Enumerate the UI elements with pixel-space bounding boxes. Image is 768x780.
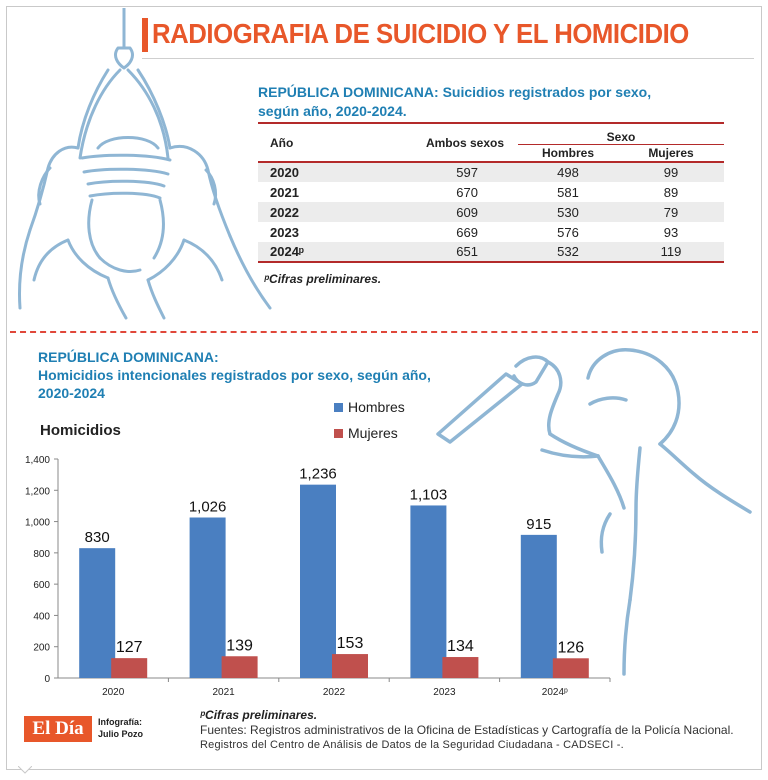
x-tick-label: 2020 [102, 687, 125, 698]
data-label-mujeres: 134 [447, 638, 474, 656]
cell-women: 119 [618, 242, 724, 262]
footer-preliminary-note: ᵖCifras preliminares. [200, 708, 318, 722]
legend-item-hombres [334, 398, 405, 424]
cell-year: 2021 [270, 184, 299, 200]
data-label-hombres: 830 [84, 529, 110, 547]
x-tick-label: 2023 [433, 687, 456, 698]
legend-swatch-hombres [334, 403, 343, 412]
cell-men: 576 [557, 224, 579, 240]
table-note: ᵖCifras preliminares. [264, 272, 382, 286]
x-tick-label: 2024ᵖ [541, 687, 568, 698]
homicide-heading-line3: 2020-2024 [38, 385, 105, 401]
col-header-women: Mujeres [618, 144, 724, 162]
logo-text: El Día [32, 718, 84, 739]
legend-label-hombres: Hombres [348, 399, 405, 415]
footer-source-line1: Fuentes: Registros administrativos de la Oficina de Estadísticas y Cartografía de la Policía Nacional. [200, 723, 734, 737]
table-row [258, 202, 724, 222]
y-tick-label: 800 [33, 548, 50, 560]
y-tick-label: 400 [33, 611, 50, 623]
col-header-year: Año [258, 124, 388, 162]
chart-legend [334, 398, 405, 450]
credit-line2: Julio Pozo [98, 729, 143, 739]
col-header-men: Hombres [518, 144, 618, 162]
suicide-table [258, 122, 724, 263]
table-row [258, 222, 724, 242]
cell-both: 609 [388, 202, 518, 222]
data-label-mujeres: 126 [557, 639, 585, 657]
cell-year: 2020 [258, 162, 388, 182]
data-label-hombres: 1,026 [188, 498, 227, 516]
suicide-table-heading-line1: REPÚBLICA DOMINICANA: Suicidios registrados por sexo, [258, 84, 652, 100]
infographic-credit [98, 716, 143, 740]
table-row [258, 182, 724, 202]
title-underline [142, 58, 754, 59]
table-row [258, 242, 724, 262]
cell-year: 2022 [258, 202, 388, 222]
title-accent [142, 18, 148, 52]
data-label-mujeres: 127 [115, 639, 143, 657]
y-tick-label: 1,400 [24, 455, 50, 466]
cell-women: 79 [618, 202, 724, 222]
page-title: RADIOGRAFIA DE SUICIDIO Y EL HOMICIDIO [152, 18, 689, 49]
cell-both: 669 [456, 224, 478, 240]
cell-year: 2024ᵖ [258, 242, 388, 262]
cell-both: 670 [456, 184, 478, 200]
data-label-mujeres: 153 [336, 635, 364, 653]
legend-label-mujeres: Mujeres [348, 425, 398, 441]
homicide-heading-line1: REPÚBLICA DOMINICANA: [38, 349, 219, 365]
data-label-hombres: 1,103 [409, 486, 448, 504]
suicide-table-heading-line2: según año, 2020-2024. [258, 103, 407, 119]
section-divider [10, 331, 758, 333]
cell-men: 581 [557, 184, 579, 200]
el-dia-logo [24, 716, 92, 742]
suicide-table-heading [258, 83, 698, 121]
y-tick-label: 1,200 [24, 486, 50, 498]
x-tick-label: 2021 [212, 687, 235, 698]
homicide-heading-line2: Homicidios intencionales registrados por sexo, según año, [38, 367, 431, 383]
legend-swatch-mujeres [334, 429, 343, 438]
y-tick-label: 1,000 [24, 517, 50, 529]
cell-men: 530 [518, 202, 618, 222]
cell-men: 532 [518, 242, 618, 262]
col-header-both: Ambos sexos [388, 124, 518, 162]
knife-figure-illustration [430, 338, 766, 678]
table-row [258, 162, 724, 182]
cell-women: 99 [618, 162, 724, 182]
cell-women: 89 [663, 184, 679, 200]
data-label-hombres: 915 [526, 515, 552, 533]
cell-year: 2023 [270, 224, 299, 240]
title-bar [142, 16, 758, 56]
cell-men: 498 [518, 162, 618, 182]
footer-notes [200, 708, 734, 753]
cell-women: 93 [663, 224, 679, 240]
credit-line1: Infografía: [98, 717, 142, 727]
footer-source-line2: Registros del Centro de Análisis de Datos de la Seguridad Ciudadana - CADSECI -. [200, 739, 624, 751]
legend-item-mujeres [334, 424, 405, 450]
y-tick-label: 600 [33, 580, 50, 592]
cell-both: 651 [388, 242, 518, 262]
x-tick-label: 2022 [322, 687, 346, 698]
data-label-hombres: 1,236 [299, 465, 337, 483]
cell-both: 597 [388, 162, 518, 182]
y-axis-title: Homicidios [40, 422, 121, 439]
y-tick-label: 200 [33, 642, 50, 654]
bottom-notch-icon [18, 766, 32, 774]
col-header-sex: Sexo [518, 124, 724, 144]
homicide-chart-heading [38, 348, 458, 402]
data-label-mujeres: 139 [226, 637, 253, 655]
y-tick-label: 0 [44, 674, 50, 685]
